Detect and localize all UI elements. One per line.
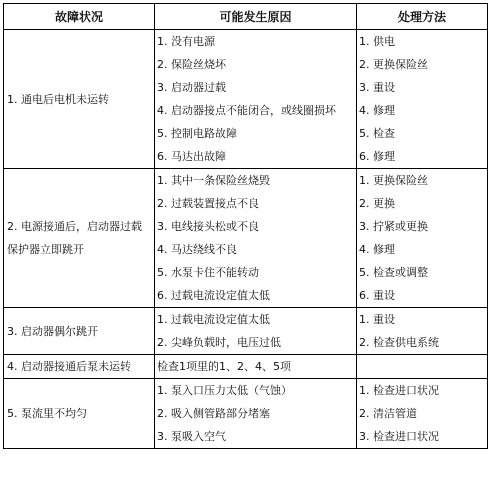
remedy-cell: [357, 169, 488, 308]
remedy-item: 1. 更换保险丝: [359, 174, 428, 187]
cause-item: 检查1项里的1、2、4、5项: [157, 360, 291, 373]
symptom-cell: 1. 通电后电机未运转: [4, 30, 155, 169]
cause-item: 1. 没有电源: [157, 35, 215, 48]
remedy-item: 2. 更换: [359, 197, 395, 210]
cause-cell: [155, 355, 357, 379]
remedy-item: 4. 修理: [359, 104, 395, 117]
cause-item: 6. 过载电流设定值太低: [157, 289, 270, 302]
cause-item: 2. 过载装置接点不良: [157, 197, 259, 210]
remedy-item: 4. 修理: [359, 243, 395, 256]
remedy-item: 2. 清洁管道: [359, 407, 417, 420]
remedy-cell: [357, 30, 488, 169]
cause-item: 2. 尖峰负载时，电压过低: [157, 336, 281, 349]
table-row: [4, 308, 488, 355]
symptom-cell: 2. 电源接通后，启动器过载保护器立即跳开: [4, 169, 155, 308]
remedy-cell: [357, 308, 488, 355]
header-symptom: 故障状况: [4, 4, 155, 30]
cause-item: 3. 电线接头松或不良: [157, 220, 259, 233]
remedy-item: 3. 检查进口状况: [359, 430, 439, 443]
cause-item: 4. 马达绕线不良: [157, 243, 237, 256]
remedy-item: 3. 重设: [359, 81, 395, 94]
cause-item: 3. 启动器过载: [157, 81, 226, 94]
fault-table: [3, 3, 488, 449]
cause-cell: [155, 379, 357, 449]
cause-item: 2. 吸入侧管路部分堵塞: [157, 407, 270, 420]
remedy-item: 6. 修理: [359, 150, 395, 163]
cause-cell: [155, 308, 357, 355]
remedy-cell: [357, 355, 488, 379]
cause-item: 1. 其中一条保险丝烧毁: [157, 174, 270, 187]
remedy-item: 5. 检查或调整: [359, 266, 428, 279]
remedy-item: 6. 重设: [359, 289, 395, 302]
remedy-cell: [357, 379, 488, 449]
remedy-item: 1. 检查进口状况: [359, 384, 439, 397]
cause-cell: [155, 30, 357, 169]
cause-cell: [155, 169, 357, 308]
symptom-cell: 4. 启动器接通后泵未运转: [4, 355, 155, 379]
header-remedy: 处理方法: [357, 4, 488, 30]
remedy-item: 3. 拧紧或更换: [359, 220, 428, 233]
remedy-item: 5. 检查: [359, 127, 395, 140]
table-row: [4, 379, 488, 449]
cause-item: 6. 马达出故障: [157, 150, 226, 163]
cause-item: 4. 启动器接点不能闭合，或线圈损坏: [157, 104, 336, 117]
table-row: [4, 169, 488, 308]
table-row: [4, 30, 488, 169]
cause-item: 5. 水泵卡住不能转动: [157, 266, 259, 279]
symptom-cell: 3. 启动器偶尔跳开: [4, 308, 155, 355]
cause-item: 1. 泵入口压力太低（气蚀）: [157, 384, 292, 397]
cause-item: 1. 过载电流设定值太低: [157, 313, 270, 326]
remedy-item: 1. 重设: [359, 313, 395, 326]
cause-item: 2. 保险丝烧坏: [157, 58, 226, 71]
header-cause: 可能发生原因: [155, 4, 357, 30]
remedy-item: 1. 供电: [359, 35, 395, 48]
header-row: [4, 4, 488, 30]
remedy-item: 2. 更换保险丝: [359, 58, 428, 71]
table-row: [4, 355, 488, 379]
symptom-cell: 5. 泵流里不均匀: [4, 379, 155, 449]
remedy-item: 2. 检查供电系统: [359, 336, 439, 349]
cause-item: 5. 控制电路故障: [157, 127, 237, 140]
cause-item: 3. 泵吸入空气: [157, 430, 226, 443]
